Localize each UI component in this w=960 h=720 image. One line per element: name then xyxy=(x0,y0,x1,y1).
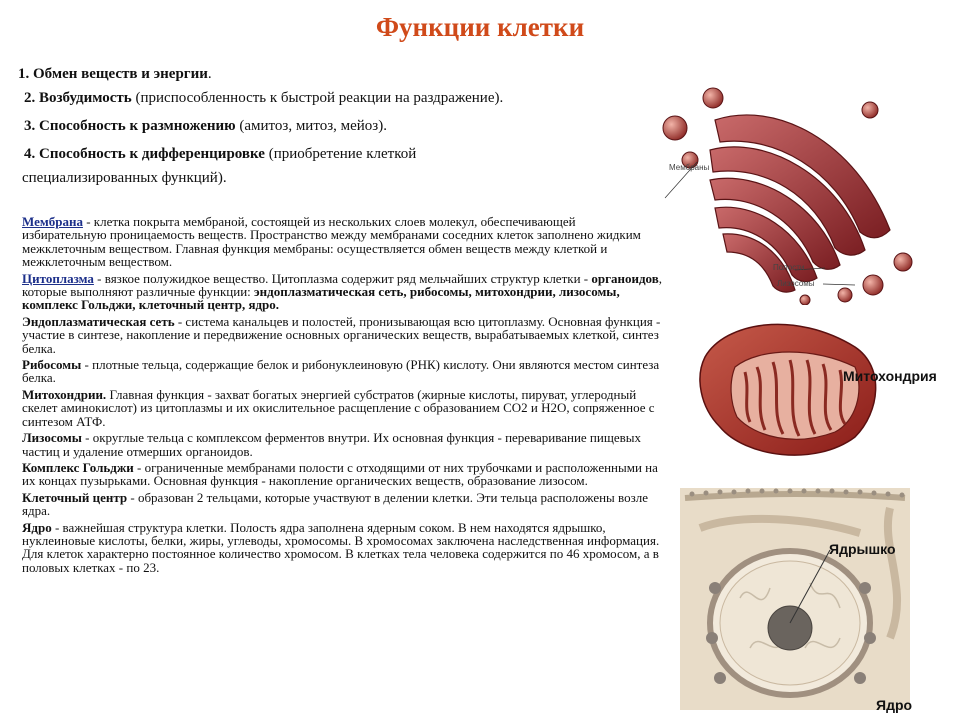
term-link[interactable]: Цитоплазма xyxy=(22,270,94,286)
function-item: 4. Способность к дифференцировке (приобретение клеткой xyxy=(24,146,417,162)
desc-cytoplasm: Цитоплазма - вязкое полужидкое вещество. Цитоплазма содержит ряд мельчайших структур клетки - органоидов, которые выполняют различные функции: эндоплазматическая сеть, рибосомы, митохондрии, лизосомы, комплекс Гольджи, клеточный центр, ядро. xyxy=(22,270,662,313)
desc-centrosome: Клеточный центр - образован 2 тельцами, которые участвуют в делении клетки. Эти тельца расположены возле ядра. xyxy=(22,489,648,519)
desc-golgi: Комплекс Гольджи - ограниченные мембранами полости с отходящими от них трубочками и расположенными на их концах пузырьками. Основная функция - накопление органических веществ, образование лизосом. xyxy=(22,459,658,489)
desc-membrane: Мембрана - клетка покрыта мембраной, состоящей из нескольких слоев молекул, обеспечивающей избирательную проницаемость веществ. Пространство между мембранами соседних клеток заполнено жидким межклеточным веществом. Главная функция мембраны: осуществляется обмен веществ между клеткой и межклеточным веществом. xyxy=(22,214,641,270)
descriptions xyxy=(22,215,662,577)
label-cavities: Полости xyxy=(773,263,805,272)
desc-nucleus: Ядро - важнейшая структура клетки. Полость ядра заполнена ядерным соком. В нем находятся ядрышко, нуклеиновые кислоты, белки, жиры, углеводы, хромосомы. В хромосомах заключена наследственная информация. Для клеток характерно постоянное количество хромосом. В клетках тела человека содержится по 46 хромосом, а в половых клетках - по 23. xyxy=(22,519,660,575)
function-item: 3. Способность к размножению (амитоз, митоз, мейоз). xyxy=(24,118,387,134)
nucleus-image xyxy=(680,488,910,710)
label-nucleus: Ядро xyxy=(876,697,913,713)
desc-er: Эндоплазматическая сеть - система канальцев и полостей, пронизывающая всю цитоплазму. Основная функция - участие в синтезе, накопление и передвижение основных органических веществ, вырабатываемых клеткой, синтез белка. xyxy=(22,313,661,356)
label-membranes: Мембраны xyxy=(669,163,710,172)
desc-mitochondria: Митохондрии. Главная функция - захват богатых энергией субстратов (жирные кислоты, пируват, углеродный скелет аминокислот) из цитоплазмы и их окислительное расщепление с образованием СО2 и Н2О, сопряженное с синтезом АТФ. xyxy=(22,386,655,429)
golgi-apparatus-image xyxy=(655,80,925,305)
function-item-continuation: специализированных функций). xyxy=(22,170,227,186)
functions-list xyxy=(18,62,678,190)
function-item: 2. Возбудимость (приспособленность к быстрой реакции на раздражение). xyxy=(24,90,504,106)
label-lysosomes: Лизосомы xyxy=(777,279,815,288)
label-mitochondrion: Митохондрия xyxy=(843,368,937,384)
function-item: 1. Обмен веществ и энергии. xyxy=(18,66,212,82)
label-nucleolus: Ядрышко xyxy=(829,541,896,557)
term-link[interactable]: Мембрана xyxy=(22,214,83,229)
desc-lysosomes: Лизосомы - округлые тельца с комплексом ферментов внутри. Их основная функция - переваривание пищевых частиц и удаление отмерших органоидов. xyxy=(22,430,641,459)
page-title: Функции клетки xyxy=(375,12,585,42)
mitochondrion-image xyxy=(695,312,885,462)
desc-ribosomes: Рибосомы - плотные тельца, содержащие белок и рибонуклеиновую (РНК) кислоту. Они являются местом синтеза белка. xyxy=(22,357,660,386)
